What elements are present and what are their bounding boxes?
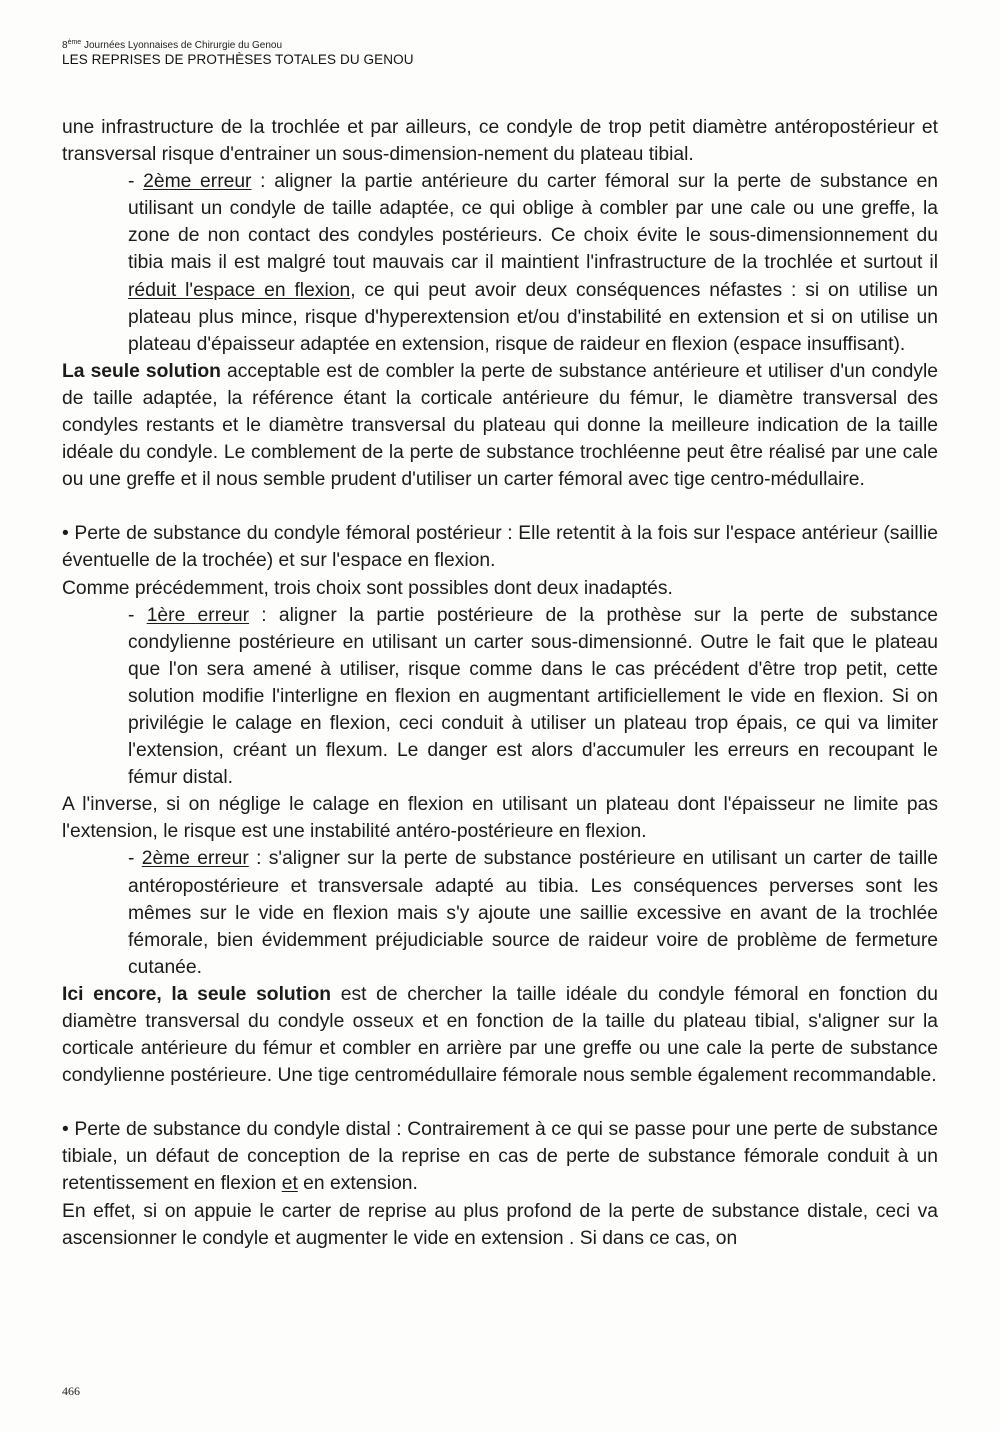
- paragraph-first-error: [62, 602, 938, 792]
- bold-term: Ici encore, la seule solution: [62, 983, 332, 1005]
- text-run: : aligner la partie postérieure de la prothèse sur la perte de substance condylienne postérieure en utilisant un carter sous-dimensionné. Outre le fait que le plateau que l'on sera amené à utiliser, risque comme dans le cas précédent d'être trop petit, cette solution modifie l'interligne en flexion en augmentant artificiellement le vide en flexion. Si on privilégie le calage en flexion, ceci conduit à utiliser un plateau trop épais, ce qui va limiter l'extension, créant un flexum. Le danger est alors d'accumuler les erreurs en recoupant le fémur distal.: [128, 604, 938, 789]
- header-conference: [62, 36, 414, 52]
- text-run: en extension.: [297, 1173, 418, 1195]
- paragraph-solution: [62, 981, 938, 1089]
- text-run: est de chercher la taille idéale du condyle fémoral en fonction du diamètre transversal du condyle osseux et en fonction de la taille du plateau tibial, s'aligner sur la corticale antérieure du fémur et combler en arrière par une greffe ou une cale la perte de substance condylienne postérieure. Une tige centromédullaire fémorale nous semble également recommandable.: [62, 983, 939, 1087]
- dash: -: [128, 604, 147, 626]
- bold-term: La seule solution: [62, 360, 221, 382]
- underlined-term: 2ème erreur: [141, 848, 249, 870]
- header-title: LES REPRISES DE PROTHÈSES TOTALES DU GENOU: [62, 52, 414, 67]
- dash: -: [128, 848, 142, 870]
- underlined-term: 2ème erreur: [143, 171, 252, 193]
- spacer: [62, 1089, 938, 1116]
- header-conference-name: Journées Lyonnaises de Chirurgie du Genou: [81, 40, 283, 51]
- text-run: : s'aligner sur la perte de substance postérieure en utilisant un carter de taille antéropostérieure et transversale adapté au tibia. Les conséquences perverses sont les mêmes sur le vide en flexion mais s'y ajoute une saillie excessive en avant de la trochlée fémorale, bien évidemment préjudiciable source de raideur voire de problème de fermeture cutanée.: [128, 848, 939, 978]
- underlined-term: réduit l'espace en flexion: [128, 279, 351, 301]
- page-body: [62, 114, 938, 1252]
- paragraph: Comme précédemment, trois choix sont possibles dont deux inadaptés.: [62, 577, 673, 599]
- dash: -: [128, 171, 144, 193]
- header-ordinal-sup: ème: [67, 39, 82, 46]
- page-number: 466: [62, 1384, 80, 1398]
- text-run: : aligner la partie antérieure du carter fémoral sur la perte de substance en utilisant un condyle de taille adaptée, ce qui oblige à combler par une cale ou une greffe, la zone de non contact des condyles postérieurs. Ce choix évite le sous-dimensionnement du tibia mais il est malgré tout mauvais car il maintient l'infrastructure de la trochlée et surtout il: [128, 171, 938, 274]
- paragraph: A l'inverse, si on néglige le calage en flexion en utilisant un plateau dont l'épaisseur ne limite pas l'extension, le risque est une instabilité antéro-postérieure en flexion.: [62, 794, 938, 843]
- paragraph-bullet: [62, 1116, 938, 1197]
- paragraph-second-error: [62, 845, 938, 980]
- paragraph: une infrastructure de la trochlée et par ailleurs, ce condyle de trop petit diamètre antéropostérieur et transversal risque d'entrainer un sous-dimension-nement du plateau tibial.: [62, 117, 938, 166]
- text-run: • Perte de substance du condyle distal : Contrairement à ce qui se passe pour une perte de substance tibiale, un défaut de conception de la reprise en cas de perte de substance fémorale conduit à un retentissement en flexion: [62, 1119, 938, 1195]
- header-ordinal: 8: [62, 40, 68, 51]
- paragraph-bullet: • Perte de substance du condyle fémoral postérieur : Elle retentit à la fois sur l'espace antérieur (saillie éventuelle de la trochée) et sur l'espace en flexion.: [62, 523, 938, 572]
- underlined-term: et: [281, 1173, 298, 1195]
- paragraph-solution: [62, 358, 938, 493]
- paragraph-second-error: [62, 168, 938, 358]
- text-run: acceptable est de combler la perte de substance antérieure et utiliser d'un condyle de taille adaptée, la référence étant la corticale antérieure du fémur, le diamètre transversal des condyles restants et le diamètre transversal du plateau qui donne la meilleure indication de la taille idéale du condyle. Le comblement de la perte de substance trochléenne peut être réalisé par une cale ou une greffe et il nous semble prudent d'utiliser un carter fémoral avec tige centro-médullaire.: [62, 360, 938, 491]
- spacer: [62, 493, 938, 520]
- underlined-term: 1ère erreur: [146, 604, 249, 626]
- running-header: [62, 36, 414, 68]
- paragraph: En effet, si on appuie le carter de reprise au plus profond de la perte de substance distale, ceci va ascensionner le condyle et augmenter le vide en extension . Si dans ce cas, on: [62, 1200, 938, 1249]
- text-run: , ce qui peut avoir deux conséquences néfastes : si on utilise un plateau plus mince, risque d'hyperextension et/ou d'instabilité en extension et si on utilise un plateau d'épaisseur adaptée en extension, risque de raideur en flexion (espace insuffisant).: [128, 279, 938, 355]
